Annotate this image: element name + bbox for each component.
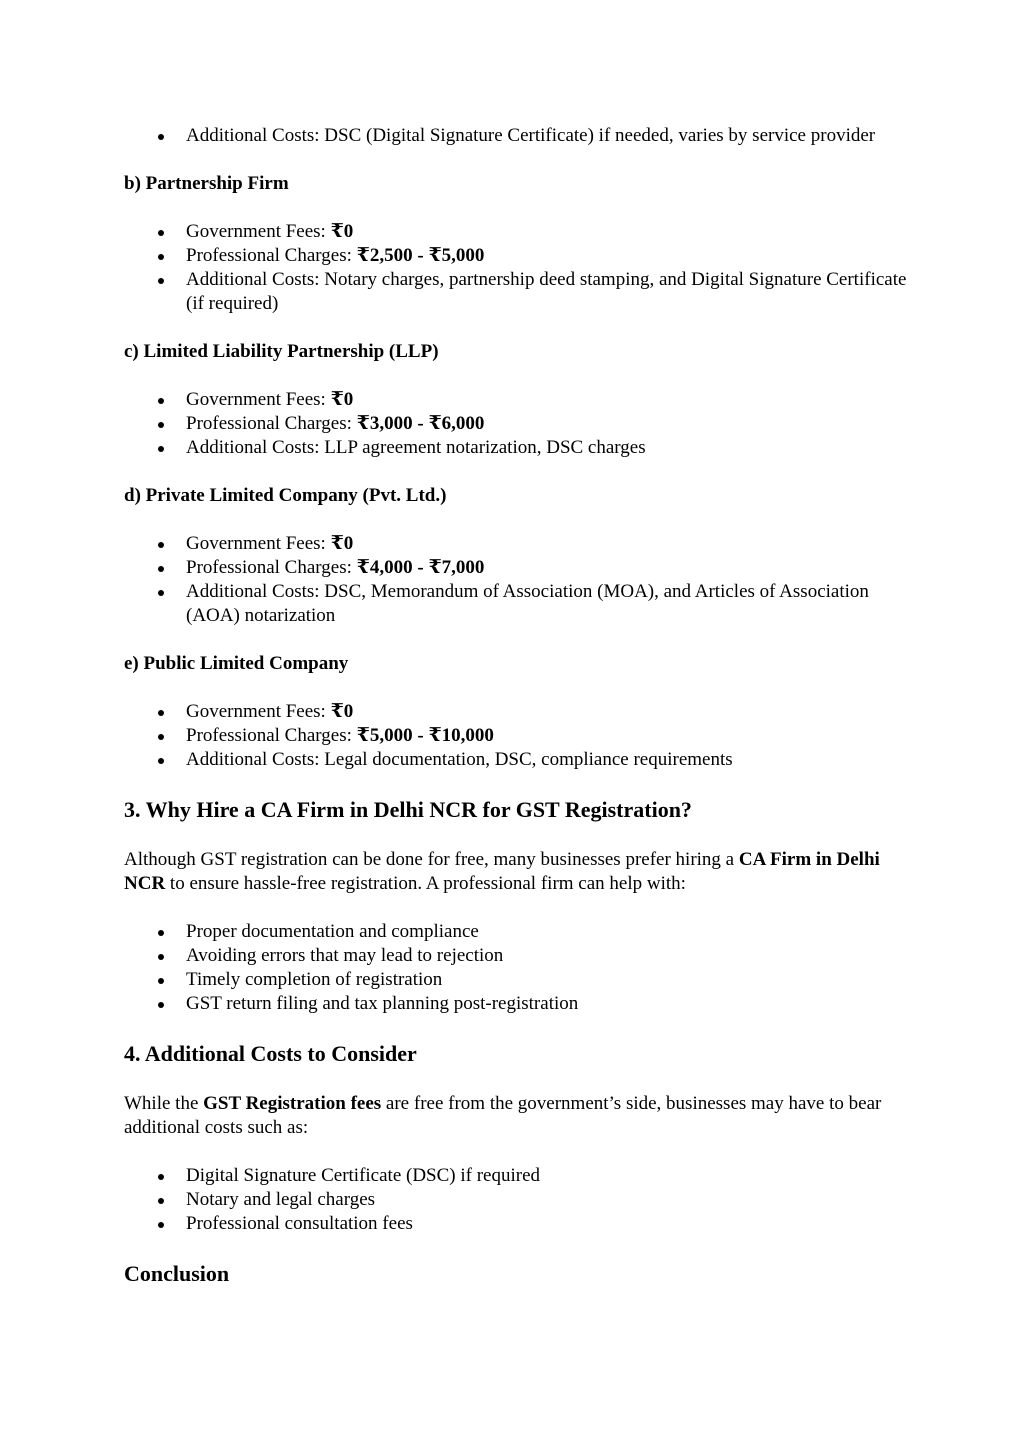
list-item: Additional Costs: Notary charges, partnership deed stamping, and Digital Signature Certificate (if required) [124, 268, 914, 316]
list-item [124, 532, 914, 556]
section-heading-partnership: b) Partnership Firm [124, 173, 289, 194]
fee-value: ₹3,000 - ₹6,000 [356, 413, 485, 434]
paragraph-text: While the [124, 1093, 204, 1114]
list-item [124, 388, 914, 412]
fee-label: Professional Charges: [186, 557, 357, 578]
section-heading-llp: c) Limited Liability Partnership (LLP) [124, 341, 439, 362]
list-item [124, 556, 914, 580]
additional-costs-heading: 4. Additional Costs to Consider [124, 1041, 417, 1066]
list-item: Digital Signature Certificate (DSC) if required [124, 1164, 914, 1188]
paragraph-text: are free from the government’s side, businesses may have to bear additional costs such as: [124, 1093, 882, 1138]
list-item: Additional Costs: LLP agreement notarization, DSC charges [124, 436, 914, 460]
fee-label: Government Fees: [186, 533, 331, 554]
list-item: Timely completion of registration [124, 968, 914, 992]
fee-value: ₹5,000 - ₹10,000 [356, 725, 494, 746]
top-bullet-list [124, 124, 914, 148]
fee-label: Professional Charges: [186, 413, 357, 434]
fee-label: Professional Charges: [186, 725, 357, 746]
partnership-fees-list [124, 220, 914, 316]
paragraph-bold-text: CA Firm in Delhi NCR [124, 849, 880, 894]
list-item [124, 700, 914, 724]
list-item [124, 220, 914, 244]
list-item: Avoiding errors that may lead to rejection [124, 944, 914, 968]
list-item [124, 244, 914, 268]
additional-costs-list [124, 1164, 914, 1236]
fee-value: ₹0 [330, 389, 354, 410]
list-item: Professional consultation fees [124, 1212, 914, 1236]
fee-label: Government Fees: [186, 221, 331, 242]
why-hire-list [124, 920, 914, 1016]
fee-value: ₹0 [330, 701, 354, 722]
fee-label: Government Fees: [186, 701, 331, 722]
list-item [124, 724, 914, 748]
fee-label: Government Fees: [186, 389, 331, 410]
section-heading-pvt-ltd: d) Private Limited Company (Pvt. Ltd.) [124, 485, 447, 506]
document-page [124, 124, 914, 1288]
list-item: GST return filing and tax planning post-registration [124, 992, 914, 1016]
pvt-ltd-fees-list [124, 532, 914, 628]
list-item: Additional Costs: DSC, Memorandum of Association (MOA), and Articles of Association (AOA) notarization [124, 580, 914, 628]
list-item [124, 412, 914, 436]
list-item: Additional Costs: DSC (Digital Signature Certificate) if needed, varies by service provider [124, 124, 914, 148]
list-item: Proper documentation and compliance [124, 920, 914, 944]
why-hire-paragraph [124, 848, 914, 896]
public-ltd-fees-list [124, 700, 914, 772]
conclusion-heading: Conclusion [124, 1261, 230, 1286]
fee-value: ₹2,500 - ₹5,000 [356, 245, 485, 266]
list-item: Additional Costs: Legal documentation, DSC, compliance requirements [124, 748, 914, 772]
section-heading-public-ltd: e) Public Limited Company [124, 653, 349, 674]
why-hire-heading: 3. Why Hire a CA Firm in Delhi NCR for GST Registration? [124, 797, 692, 822]
fee-value: ₹4,000 - ₹7,000 [356, 557, 485, 578]
paragraph-text: to ensure hassle-free registration. A professional firm can help with: [165, 873, 686, 894]
list-item: Notary and legal charges [124, 1188, 914, 1212]
additional-costs-paragraph [124, 1092, 914, 1140]
fee-value: ₹0 [330, 221, 354, 242]
llp-fees-list [124, 388, 914, 460]
fee-label: Professional Charges: [186, 245, 357, 266]
paragraph-text: Although GST registration can be done for free, many businesses prefer hiring a [124, 849, 739, 870]
fee-value: ₹0 [330, 533, 354, 554]
paragraph-bold-text: GST Registration fees [203, 1093, 382, 1114]
